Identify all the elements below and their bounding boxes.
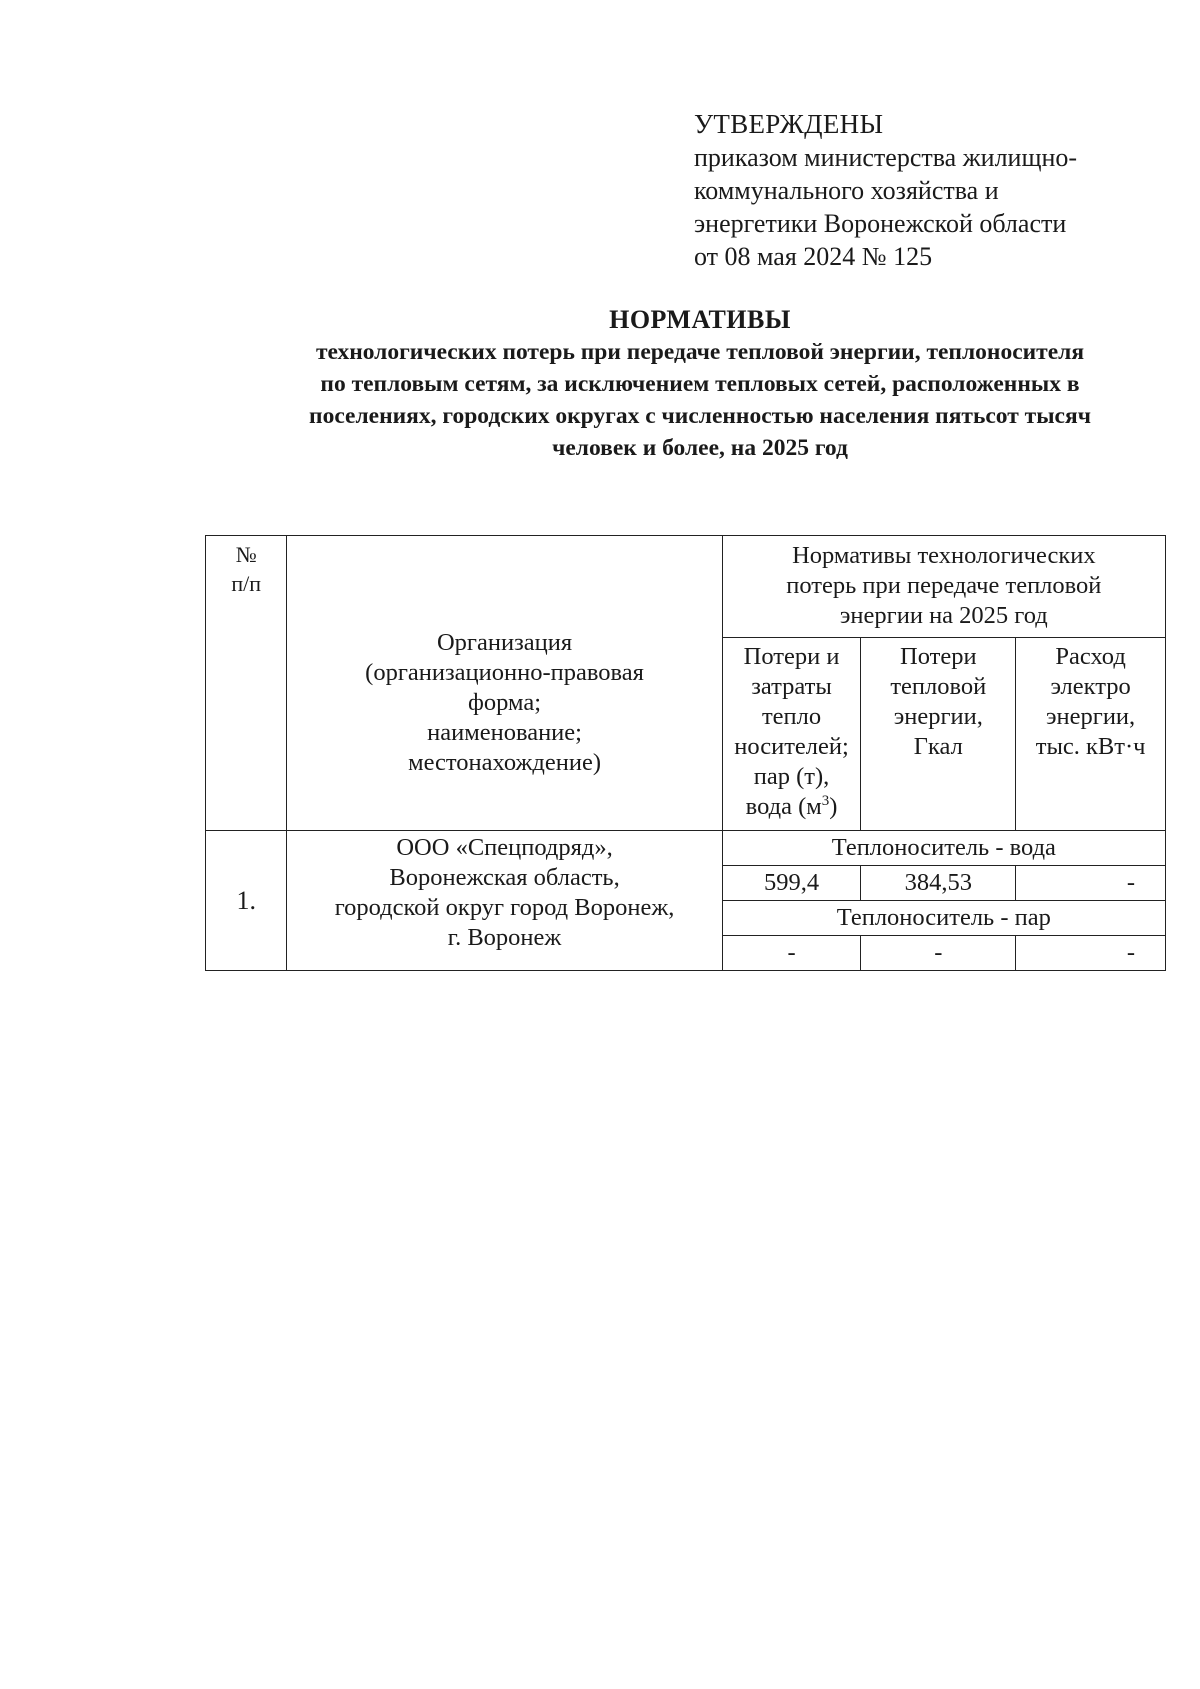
approval-line: коммунального хозяйства и bbox=[694, 176, 999, 205]
header-col-text: Потери и bbox=[743, 643, 840, 670]
approval-stamp bbox=[694, 108, 1154, 273]
document-heading bbox=[200, 304, 1200, 464]
header-organization-text: форма; bbox=[468, 689, 542, 716]
header-col-text: тыс. кВт·ч bbox=[1035, 733, 1146, 760]
water-carrier-label: Теплоноситель - вода bbox=[722, 831, 1165, 866]
header-col-text: пар (т), bbox=[753, 763, 830, 790]
header-group-text: энергии на 2025 год bbox=[839, 602, 1048, 629]
header-col-text: ) bbox=[829, 793, 838, 820]
header-organization-text: Организация bbox=[436, 629, 573, 656]
table-header-row bbox=[206, 536, 1166, 638]
subtitle-line: человек и более, на 2025 год bbox=[552, 435, 848, 461]
organization-text: ООО «Спецподряд», bbox=[396, 834, 613, 861]
header-col-text: вода (м bbox=[745, 793, 822, 820]
table-row bbox=[206, 831, 1166, 866]
header-col-text: электро bbox=[1050, 673, 1131, 700]
document-subtitle bbox=[200, 336, 1200, 464]
water-carrier-losses-value: 599,4 bbox=[722, 866, 861, 901]
water-power-value: - bbox=[1016, 866, 1166, 901]
header-col-text: тепло bbox=[761, 703, 822, 730]
approval-line: энергетики Воронежской области bbox=[694, 209, 1067, 238]
header-organization-text: местонахождение) bbox=[408, 749, 602, 776]
header-col-unit bbox=[723, 792, 861, 822]
organization-text: г. Воронеж bbox=[447, 924, 562, 951]
header-col-text: энергии, bbox=[1046, 703, 1136, 730]
header-number-cell bbox=[206, 536, 287, 831]
header-col-text: Расход bbox=[1055, 643, 1126, 670]
header-number-text: п/п bbox=[231, 571, 262, 596]
header-col-text: Потери bbox=[900, 643, 977, 670]
row-number-cell: 1. bbox=[206, 831, 287, 971]
approval-title: УТВЕРЖДЕНЫ bbox=[694, 109, 884, 139]
approval-date-number: от 08 мая 2024 № 125 bbox=[694, 242, 933, 271]
header-number-text: № bbox=[235, 542, 257, 567]
approval-line: приказом министерства жилищно- bbox=[694, 143, 1078, 172]
norms-table bbox=[205, 535, 1166, 971]
steam-power-value: - bbox=[1016, 936, 1166, 971]
header-col-text: носителей; bbox=[734, 733, 849, 760]
header-group-text: потерь при передаче тепловой bbox=[786, 572, 1102, 599]
steam-carrier-label: Теплоноситель - пар bbox=[722, 901, 1165, 936]
organization-text: городской округ город Воронеж, bbox=[334, 894, 675, 921]
header-col-text: энергии, bbox=[893, 703, 983, 730]
steam-heat-losses-value: - bbox=[861, 936, 1016, 971]
steam-carrier-losses-value: - bbox=[722, 936, 861, 971]
header-organization-text: наименование; bbox=[427, 719, 582, 746]
header-heat-losses-cell bbox=[861, 638, 1016, 831]
subtitle-line: технологических потерь при передаче тепловой энергии, теплоносителя bbox=[315, 339, 1085, 365]
header-col-text: Гкал bbox=[913, 733, 963, 760]
header-organization-cell bbox=[287, 536, 722, 831]
superscript-cubic: 3 bbox=[821, 792, 830, 809]
header-organization-text: (организационно-правовая bbox=[365, 659, 644, 686]
subtitle-line: поселениях, городских округах с численностью населения пятьсот тысяч bbox=[309, 403, 1091, 429]
header-power-consumption-cell bbox=[1016, 638, 1166, 831]
header-col-text: тепловой bbox=[890, 673, 987, 700]
header-col-text: затраты bbox=[751, 673, 832, 700]
header-norms-group-cell bbox=[722, 536, 1165, 638]
header-carrier-losses-cell bbox=[722, 638, 861, 831]
water-heat-losses-value: 384,53 bbox=[861, 866, 1016, 901]
document-title: НОРМАТИВЫ bbox=[609, 305, 791, 334]
organization-text: Воронежская область, bbox=[389, 864, 620, 891]
header-group-text: Нормативы технологических bbox=[792, 542, 1096, 569]
subtitle-line: по тепловым сетям, за исключением тепловых сетей, расположенных в bbox=[320, 371, 1080, 397]
row-organization-cell bbox=[287, 831, 722, 971]
